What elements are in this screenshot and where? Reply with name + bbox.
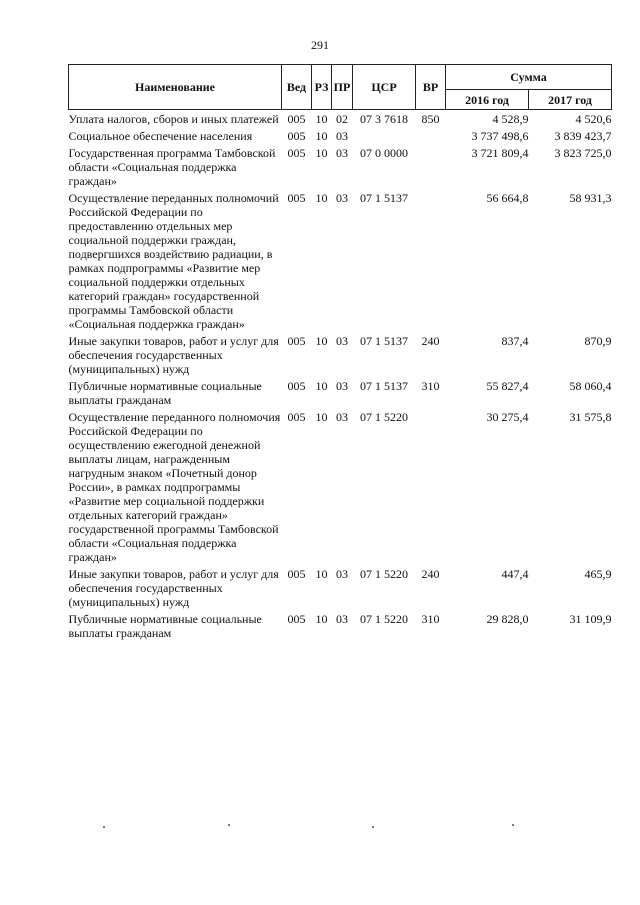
scan-speck (103, 826, 105, 828)
row-sum-2016: 447,4 (501, 567, 529, 581)
row-rz: 10 (315, 112, 328, 126)
row-sum-2017: 465,9 (584, 567, 612, 581)
table-row (69, 110, 612, 130)
table-row (69, 146, 612, 191)
row-sum-2017: 58 931,3 (569, 191, 612, 205)
table-body (69, 110, 612, 644)
table-row (69, 410, 612, 567)
table-row (69, 612, 612, 643)
row-csr: 07 0 0000 (360, 146, 408, 160)
row-name: Иные закупки товаров, работ и услуг для обеспечения государственных (муниципальных) нужд (68, 334, 279, 376)
row-csr: 07 1 5220 (360, 410, 408, 424)
row-rz: 10 (315, 567, 328, 581)
row-pr: 03 (336, 410, 348, 424)
row-name: Государственная программа Тамбовской области «Социальная поддержка граждан» (68, 146, 276, 188)
row-sum-2016: 29 828,0 (486, 612, 529, 626)
row-sum-2017: 58 060,4 (569, 379, 612, 393)
row-vr (416, 410, 446, 567)
header-year-2016: 2016 год (446, 90, 529, 110)
row-name: Публичные нормативные социальные выплаты гражданам (68, 379, 262, 407)
row-name: Социальное обеспечение населения (68, 129, 253, 143)
row-vr (416, 191, 446, 334)
row-sum-2016: 56 664,8 (486, 191, 529, 205)
row-sum-2016: 55 827,4 (486, 379, 529, 393)
row-sum-2016: 3 737 498,6 (471, 129, 529, 143)
row-sum-2016: 30 275,4 (486, 410, 529, 424)
row-ved: 005 (287, 191, 306, 205)
row-vr: 240 (421, 334, 440, 348)
page-number: 291 (311, 38, 329, 52)
row-csr: 07 1 5220 (360, 612, 408, 626)
row-csr: 07 1 5137 (360, 334, 408, 348)
row-rz: 10 (315, 334, 328, 348)
row-csr (353, 129, 416, 146)
row-sum-2017: 870,9 (584, 334, 612, 348)
row-vr (416, 129, 446, 146)
row-pr: 03 (336, 567, 348, 581)
row-name: Публичные нормативные социальные выплаты гражданам (68, 612, 262, 640)
row-pr: 03 (336, 191, 348, 205)
header-pr: ПР (332, 65, 353, 110)
scan-speck (372, 826, 374, 828)
row-sum-2017: 31 575,8 (569, 410, 612, 424)
row-ved: 005 (287, 112, 306, 126)
row-sum-2016: 837,4 (501, 334, 529, 348)
row-rz: 10 (315, 129, 328, 143)
row-rz: 10 (315, 410, 328, 424)
row-ved: 005 (287, 379, 306, 393)
table-header (69, 65, 612, 110)
row-csr: 07 1 5137 (360, 191, 408, 205)
table-row (69, 129, 612, 146)
row-pr: 03 (336, 129, 348, 143)
header-sum: Сумма (446, 65, 612, 90)
row-rz: 10 (315, 379, 328, 393)
row-vr: 310 (421, 379, 440, 393)
budget-table (68, 64, 612, 643)
row-vr: 310 (421, 612, 440, 626)
row-sum-2016: 3 721 809,4 (471, 146, 529, 160)
row-ved: 005 (287, 129, 306, 143)
row-rz: 10 (315, 146, 328, 160)
row-csr: 07 1 5220 (360, 567, 408, 581)
row-ved: 005 (287, 410, 306, 424)
row-ved: 005 (287, 612, 306, 626)
table-row (69, 379, 612, 410)
row-pr: 03 (336, 334, 348, 348)
row-rz: 10 (315, 191, 328, 205)
row-pr: 02 (336, 112, 348, 126)
row-ved: 005 (287, 567, 306, 581)
row-pr: 03 (336, 612, 348, 626)
row-pr: 03 (336, 146, 348, 160)
header-csr: ЦСР (353, 65, 416, 110)
row-name: Осуществление переданных полномочий Российской Федерации по предоставлению отдельных мер социальной поддержки граждан, подвергшихся воздействию радиации, в рамках подпрограммы «Развитие мер социальной поддержки отдельных категорий граждан» государственной программы Тамбовской области «Социальная поддержка граждан» (68, 191, 279, 331)
row-csr: 07 1 5137 (360, 379, 408, 393)
row-name: Иные закупки товаров, работ и услуг для обеспечения государственных (муниципальных) нужд (68, 567, 279, 609)
row-ved: 005 (287, 146, 306, 160)
row-name: Осуществление переданного полномочия Российской Федерации по осуществлению ежегодной денежной выплаты лицам, награжденным нагрудным знаком «Почетный донор России», в рамках подпрограммы «Развитие мер социальной поддержки отдельных категорий граждан» государственной программы Тамбовской области «Социальная поддержка граждан» (68, 410, 281, 564)
row-vr: 850 (421, 112, 440, 126)
row-sum-2017: 31 109,9 (569, 612, 612, 626)
row-sum-2017: 3 839 423,7 (554, 129, 612, 143)
header-year-2017: 2017 год (529, 90, 612, 110)
table-row (69, 334, 612, 379)
row-sum-2017: 3 823 725,0 (554, 146, 612, 160)
row-sum-2017: 4 520,6 (575, 112, 612, 126)
row-csr: 07 3 7618 (360, 112, 408, 126)
row-pr: 03 (336, 379, 348, 393)
row-name: Уплата налогов, сборов и иных платежей (68, 112, 279, 126)
scan-speck (228, 824, 230, 826)
row-sum-2016: 4 528,9 (492, 112, 529, 126)
row-vr: 240 (421, 567, 440, 581)
row-vr (416, 146, 446, 191)
row-rz: 10 (315, 612, 328, 626)
table-row (69, 191, 612, 334)
header-ved: Вед (282, 65, 312, 110)
header-rz: РЗ (312, 65, 332, 110)
table-row (69, 567, 612, 612)
row-ved: 005 (287, 334, 306, 348)
header-name: Наименование (69, 65, 282, 110)
scan-speck (512, 824, 514, 826)
header-vr: ВР (416, 65, 446, 110)
